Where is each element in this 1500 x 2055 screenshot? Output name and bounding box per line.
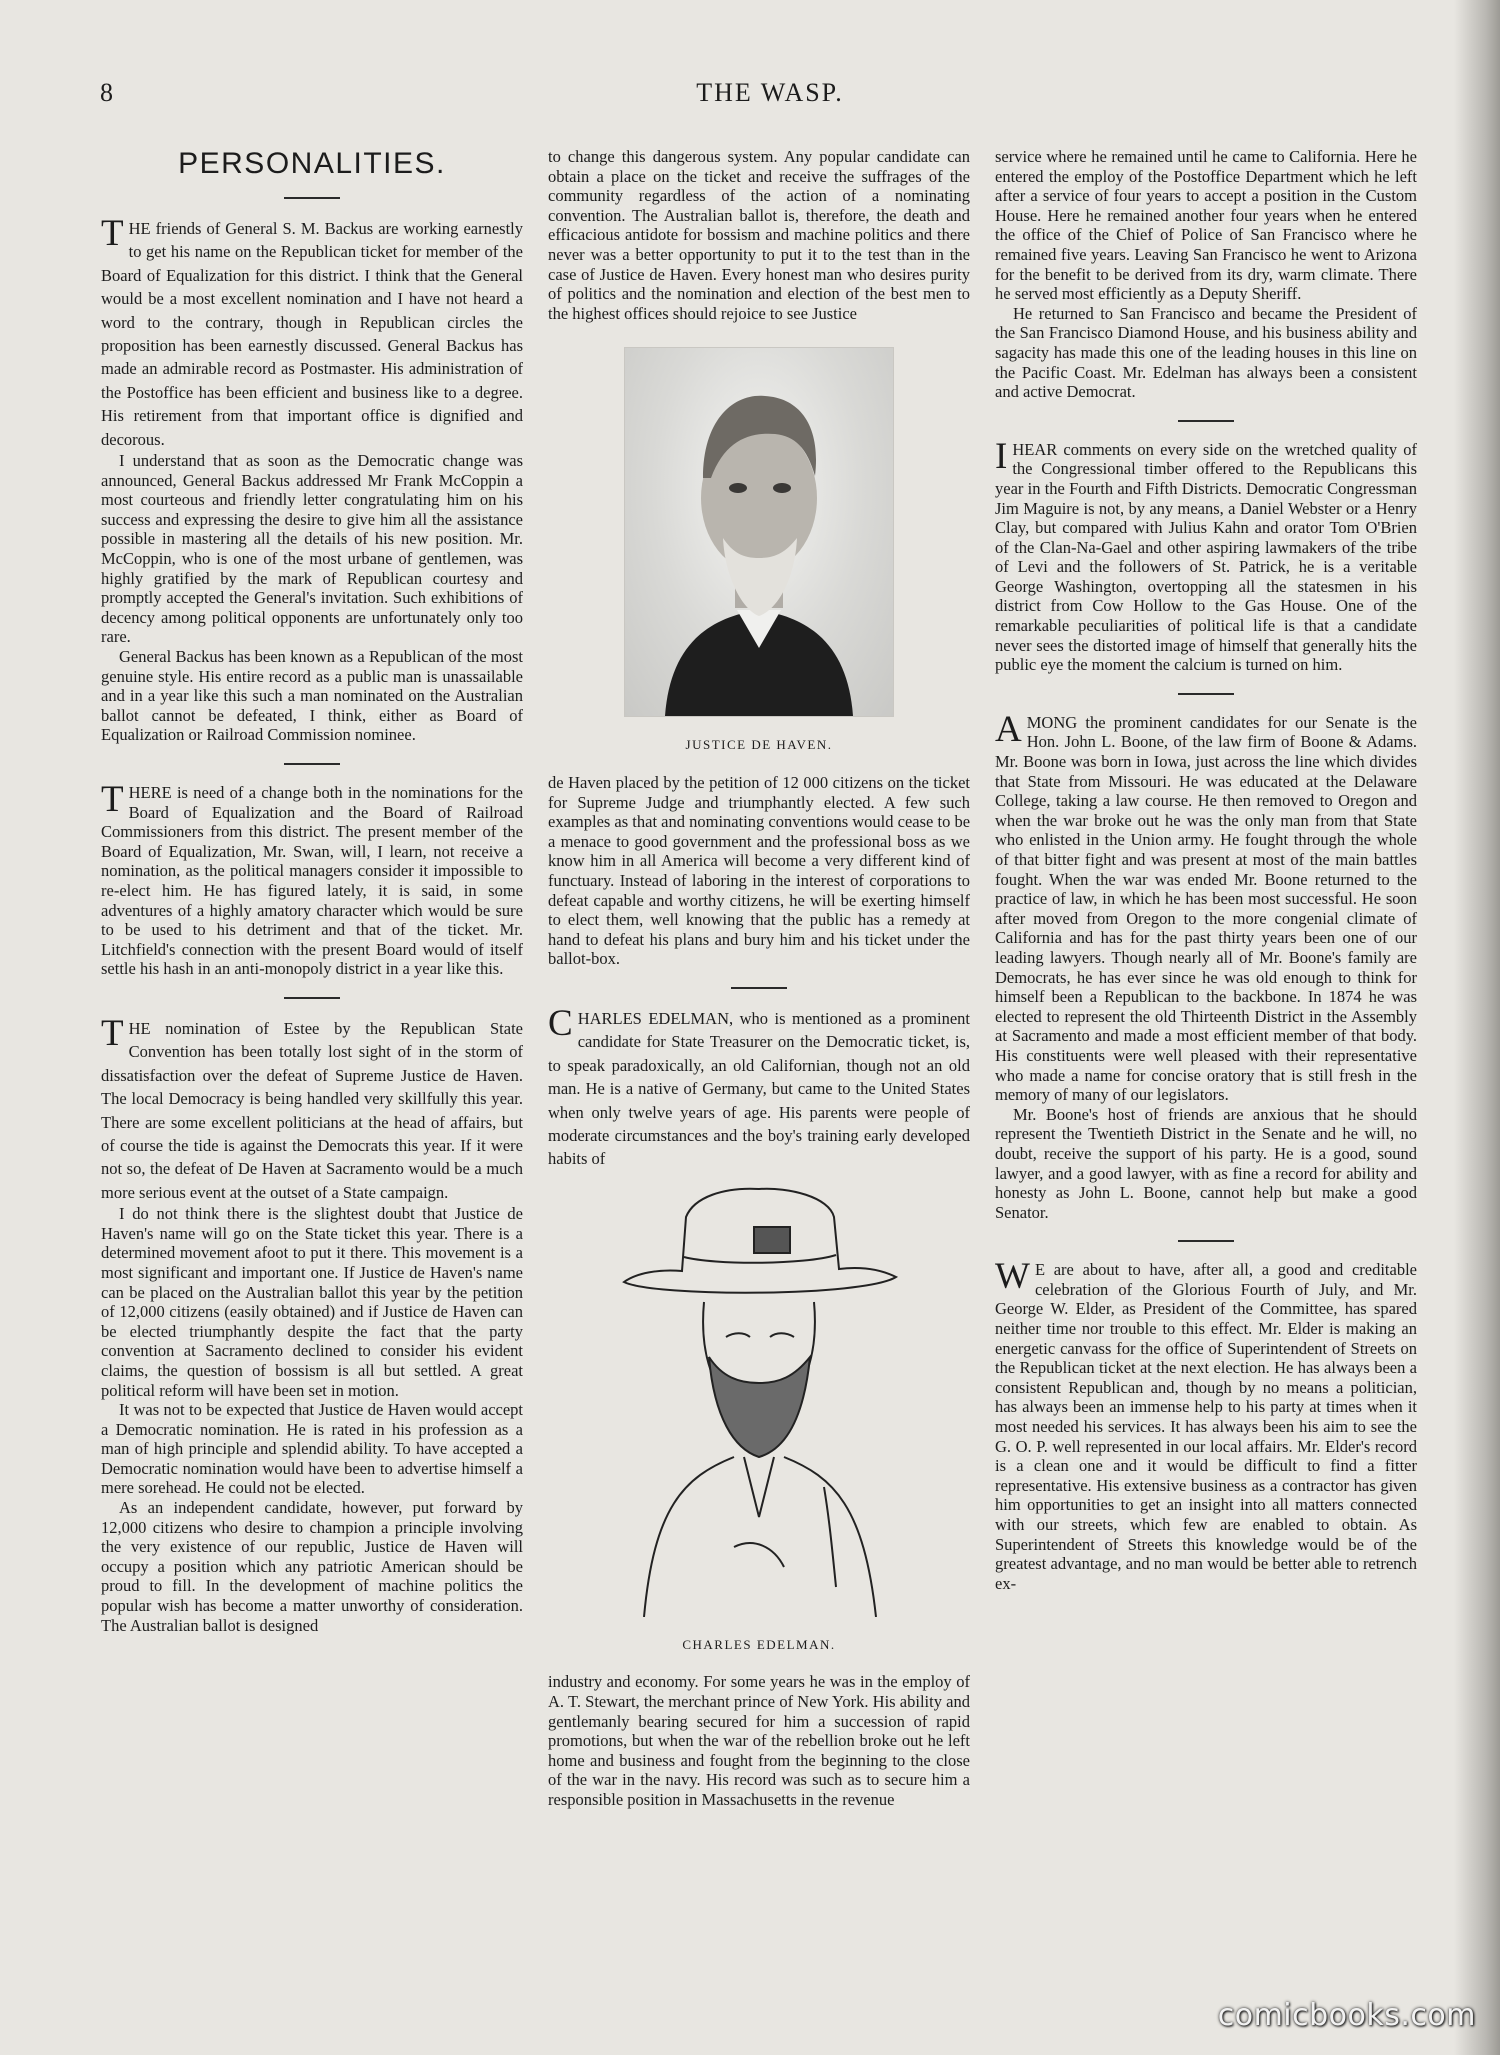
paragraph-backus-1: THE friends of General S. M. Backus are working earnestly to get his name on the Republican ticket for member of the Board of Equalization for this district. I think that the General would be a most excellent nomination and I have not heard a word to the contrary, though in Republican circles the proposition has been earnestly discussed. General Backus has made an admirable record as Postmaster. His administration of the Postoffice has been efficient and business like to a degree. His retirement from that important office is dignified and decorous. <box>101 213 523 449</box>
section-divider <box>1178 693 1234 695</box>
paragraph-dehaven-2: It was not to be expected that Justice de Haven would accept a Democratic nomination. He is rated in his profession as a man of high principle and splendid ability. To have accepted a Democratic nomination would have been to advertise himself a mere sorehead. He could not be elected. <box>101 1400 523 1498</box>
watermark: comicbooks.com <box>1217 1998 1476 2033</box>
paragraph-ballot: to change this dangerous system. Any popular candidate can obtain a place on the ticket and receive the suffrages of the community regardless of the action of a nominating convention. The Australian ballot is, therefore, the death and efficacious antidote for bossism and machine politics and there never was a better opportunity to put it to the test than in the case of Justice de Haven. Every honest man who desires purity of politics and the nomination and election of the best men to the highest offices should rejoice to see Justice <box>548 147 970 323</box>
drop-cap: A <box>995 708 1022 750</box>
paragraph-dehaven-petition: de Haven placed by the petition of 12 000 citizens on the ticket for Supreme Judge and triumphantly elected. A few such examples as that and nominating conventions would cease to be a menace to good government and the professional boss as we know him in all America will become a very different kind of functuary. Instead of laboring in the interest of corporations to defeat capable and worthy citizens, he will be exerting himself to elect them, well knowing that the public has a remedy at hand to defeat his plans and bury him and his ticket under the ballot-box. <box>548 772 970 969</box>
drop-cap: I <box>995 435 1008 477</box>
section-divider <box>1178 420 1234 422</box>
page-header <box>100 78 1440 118</box>
paragraph-dehaven-1: I do not think there is the slightest doubt that Justice de Haven's name will go on the State ticket this year. There is a determined movement afoot to put it there. This movement is a most significant and important one. If Justice de Haven's name can be placed on the Australian ballot this year by the petition of 12,000 citizens (easily obtained) and if Justice de Haven can be elected triumphantly despite the fact that the party convention at Sacramento declined to consider his evident claims, the question of bossism is all but settled. A great political reform will have been set in motion. <box>101 1204 523 1400</box>
photo-caption: JUSTICE DE HAVEN. <box>685 737 833 753</box>
section-divider <box>1178 1240 1234 1242</box>
paragraph-boone-2: Mr. Boone's host of friends are anxious that he should represent the Twentieth District in the Senate and he will, no doubt, receive the support of his party. He is a good, sound lawyer, and a good lawyer, with as fine a record for ability and honesty as John L. Boone, cannot help but make a good Senator. <box>995 1104 1417 1222</box>
drop-cap: T <box>101 213 124 254</box>
figure-edelman <box>548 1187 970 1655</box>
page-number: 8 <box>100 78 113 107</box>
portrait-illustration <box>625 348 893 716</box>
paragraph-dehaven-3: As an independent candidate, however, put forward by 12,000 citizens who desire to champion a principle involving the very existence of our republic, Justice de Haven will occupy a position which any patriotic American should be proud to fill. In the development of machine politics the popular wish has become a matter unworthy of consideration. The Australian ballot is designed <box>101 1498 523 1635</box>
column-1 <box>101 147 523 1962</box>
portrait-photo-de-haven <box>624 347 894 717</box>
paragraph-boone-1: AMONG the prominent candidates for our Senate is the Hon. John L. Boone, of the law firm of Boone & Adams. Mr. Boone was born in Iowa, just across the line which divides that State from Missouri. He was educated at the Delaware College, taking a law course. He then removed to Oregon and when the war broke out he was the only man from that State who enlisted in the Union army. He fought through the whole of that bitter fight and was present at most of the main battles fought. When the war was ended Mr. Boone returned to the practice of law, in which he has been most successful. He soon after moved from Oregon to the more congenial climate of California and has for the past thirty years been one of our leading lawyers. Though nearly all of Mr. Boone's family are Democrats, he has ever since he was old enough to think for himself been a Republican to the backbone. In 1874 he was elected to represent the old Thirteenth District in the Assembly at Sacramento and made a most efficient member of that body. His constituents were well pleased with their representative who made a name for concise oratory that is still fresh in the memory of many of our legislators. <box>995 708 1417 1105</box>
paragraph-elder: W E are about to have, after all, a good and creditable celebration of the Glorious Fourth of July, and Mr. George W. Elder, as President of the Committee, has spared neither time nor trouble to this effect. Mr. Elder is making an energetic canvass for the office of Superintendent of Streets on the Republican ticket at the next election. He has always been a consistent Republican and, though by no means a politician, has always been an immense help to his party at times when it most needed his services. It has always been his aim to see the G. O. P. well represented in our local affairs. Mr. Elder's record is a clean one and it would be difficult to find a fitter representative. His extensive business as a contractor has given him opportunities to get an insight into all matters connected with our streets, which few are enabled to obtain. As Superintendent of Streets this knowledge would be of the greatest advantage, and no man would be better able to retrench ex- <box>995 1256 1417 1593</box>
section-divider <box>284 997 340 999</box>
section-divider <box>284 197 340 199</box>
paragraph-estee: THE nomination of Estee by the Republican State Convention has been totally lost sight of in the storm of dissatisfaction over the defeat of Supreme Justice de Haven. The local Democracy is being handled very skillfully this year. There are some excellent politicians at the head of affairs, but of course the tide is against the Democrats this year. If it were not so, the defeat of De Haven at Sacramento would be a much more serious event at the outset of a State campaign. <box>101 1012 523 1202</box>
drop-cap: T <box>101 778 124 820</box>
paragraph-edelman-4: He returned to San Francisco and became the President of the San Francisco Diamond House, and his business ability and sagacity has made this one of the leading houses in this line on the Pacific Coast. Mr. Edelman has always been a consistent and active Democrat. <box>995 303 1417 402</box>
column-2 <box>548 147 970 1962</box>
paragraph-backus-2: I understand that as soon as the Democratic change was announced, General Backus addressed Mr Frank McCoppin a most courteous and friendly letter congratulating him on his success and expressing the desire to give him all the assistance possible in mastering all the details of his new position. Mr. McCoppin, who is one of the most urbane of gentlemen, was highly gratified by the mark of Republican courtesy and promptly accepted the General's invitation. Such exhibitions of decency among political opponents are unfortunately only too rare. <box>101 451 523 647</box>
section-title: PERSONALITIES. <box>178 147 446 180</box>
page-edge-shadow <box>1454 0 1500 2055</box>
paragraph-edelman-3: service where he remained until he came to California. Here he entered the employ of the Postoffice Department which he left after a service of four years to accept a position in the Custom House. Here he remained another four years when he entered the office of the Chief of Police of San Francisco where he remained five years. Leaving San Francisco he went to Arizona for the benefit to be derived from its dry, warm climate. There he served most efficiently as a Deputy Sheriff. <box>995 147 1417 304</box>
paragraph-boards: THERE is need of a change both in the nominations for the Board of Equalization and the Board of Railroad Commissioners from this district. The present member of the Board of Equalization, Mr. Swan, will, I learn, not receive a nomination, as the political managers consider it impossible to re-elect him. He has figured lately, it is said, in some adventures of a highly amatory character which would be sure to be used to his detriment and that of the ticket. Mr. Litchfield's connection with the present Board would of itself settle his hash in an anti-monopoly district in a year like this. <box>101 778 523 979</box>
paragraph-backus-3: General Backus has been known as a Republican of the most genuine style. His entire record as a public man is unassailable and in a year like this such a man nominated on the Australian ballot cannot be defeated, I think, either as Board of Equalization or Railroad Commission nominee. <box>101 647 523 745</box>
running-title: THE WASP. <box>696 78 844 107</box>
sketch-caption: CHARLES EDELMAN. <box>682 1636 836 1652</box>
paragraph-edelman-1: CHARLES EDELMAN, who is mentioned as a prominent candidate for State Treasurer on the Democratic ticket, is, to speak paradoxically, an old Californian, though not an old man. He is a native of Germany, but came to the United States when only twelve years of age. His parents were people of moderate circumstances and the boy's training early developed habits of <box>548 1002 970 1169</box>
section-divider <box>284 763 340 765</box>
column-3 <box>995 147 1417 1962</box>
paragraph-congress: IHEAR comments on every side on the wretched quality of the Congressional timber offered to the Republicans this year in the Fourth and Fifth Districts. Democratic Congressman Jim Maguire is not, by any means, a Daniel Webster or a Henry Clay, but compared with Julius Kahn and orator Tom O'Brien of the Clan-Na-Gael and other aspiring lawmakers of the tribe of Levi and the followers of St. Patrick, he is a veritable George Washington, overtopping all the statesmen in his district from Cow Hollow to the Gas House. One of the remarkable peculiarities of political life is that a candidate never sees the distorted image of himself that generally hits the public eye the moment the calcium is turned on him. <box>995 435 1417 675</box>
sketch-portrait-edelman <box>614 1187 904 1617</box>
drop-cap: T <box>101 1012 124 1054</box>
paragraph-edelman-2: industry and economy. For some years he was in the employ of A. T. Stewart, the merchant prince of New York. His ability and gentlemanly bearing secured for him a succession of rapid promotions, but when the war of the rebellion broke out he left home and business and fought from the beginning to the close of the war in the navy. His record was such as to secure him a responsible position in Massachusetts in the revenue <box>548 1672 970 1809</box>
drop-cap: C <box>548 1002 573 1044</box>
figure-de-haven <box>548 347 970 755</box>
section-divider <box>731 987 787 989</box>
drop-cap: W <box>995 1256 1030 1298</box>
